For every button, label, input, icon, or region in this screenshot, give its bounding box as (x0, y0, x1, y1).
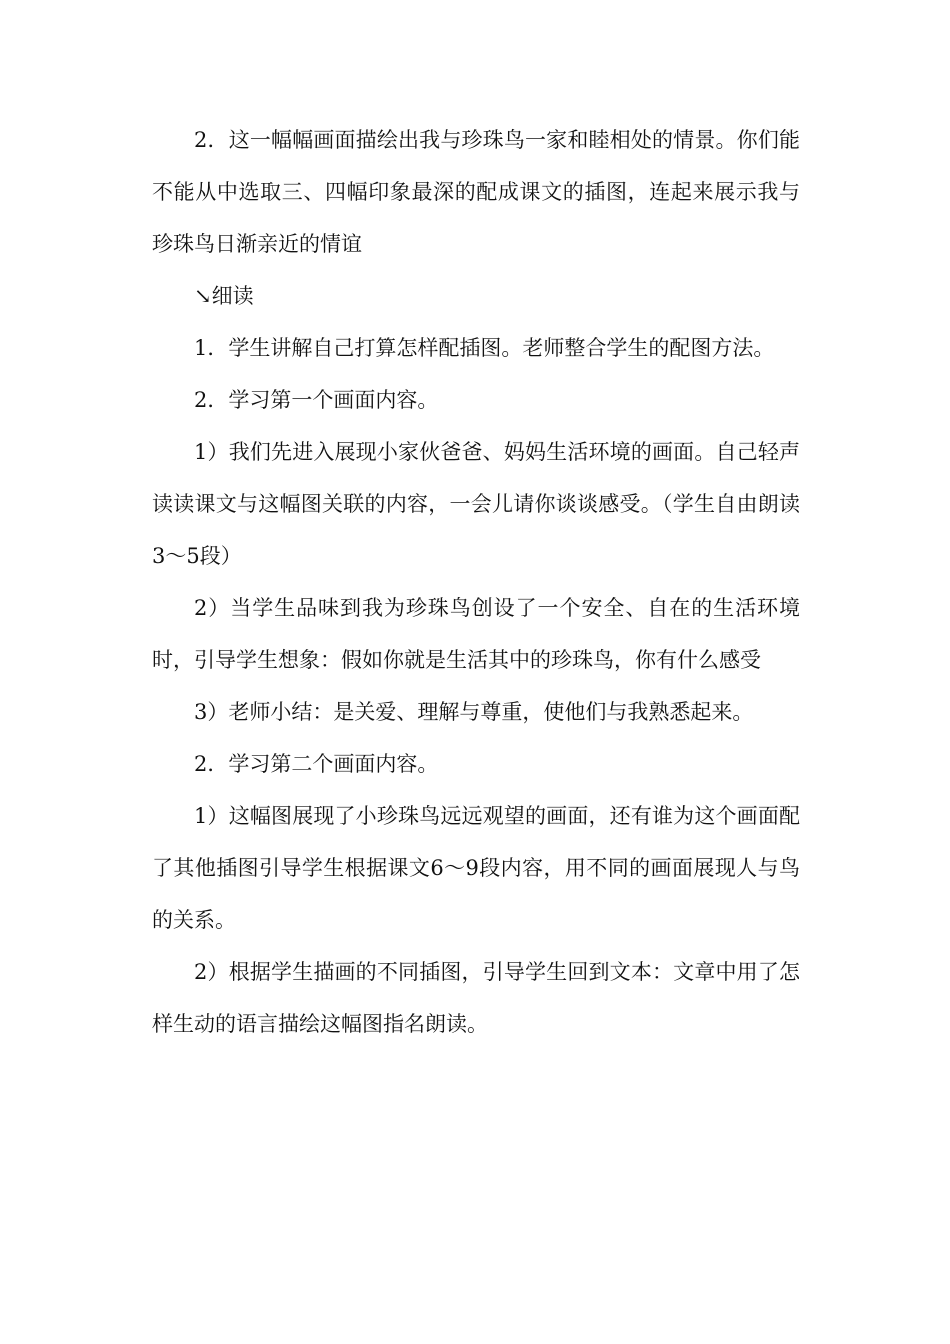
paragraph-first-scene: 2．学习第一个画面内容。 (194, 388, 439, 412)
paragraph-step-1: 1．学生讲解自己打算怎样配插图。老师整合学生的配图方法。 (194, 336, 775, 360)
document-page (152, 114, 800, 1050)
paragraph-intro-step-2: 2．这一幅幅画面描绘出我与珍珠鸟一家和睦相处的情景。你们能不能从中选取三、四幅印象最深的配成课文的插图，连起来展示我与珍珠鸟日渐亲近的情谊 (152, 128, 800, 256)
paragraph-second-scene-item-2: 2）根据学生描画的不同插图，引导学生回到文本：文章中用了怎样生动的语言描绘这幅图指名朗读。 (152, 960, 800, 1036)
paragraph-first-scene-item-2: 2）当学生品味到我为珍珠鸟创设了一个安全、自在的生活环境时，引导学生想象：假如你就是生活其中的珍珠鸟，你有什么感受 (152, 596, 800, 672)
paragraph-second-scene-item-1: 1）这幅图展现了小珍珠鸟远远观望的画面，还有谁为这个画面配了其他插图引导学生根据课文6～9段内容，用不同的画面展现人与鸟的关系。 (152, 804, 800, 932)
paragraph-first-scene-item-1: 1）我们先进入展现小家伙爸爸、妈妈生活环境的画面。自己轻声读读课文与这幅图关联的内容，一会儿请你谈谈感受。（学生自由朗读3～5段） (152, 440, 800, 568)
section-heading-close-reading: ↘细读 (194, 284, 254, 308)
paragraph-second-scene: 2．学习第二个画面内容。 (194, 752, 439, 776)
paragraph-first-scene-item-3: 3）老师小结：是关爱、理解与尊重，使他们与我熟悉起来。 (194, 700, 754, 724)
